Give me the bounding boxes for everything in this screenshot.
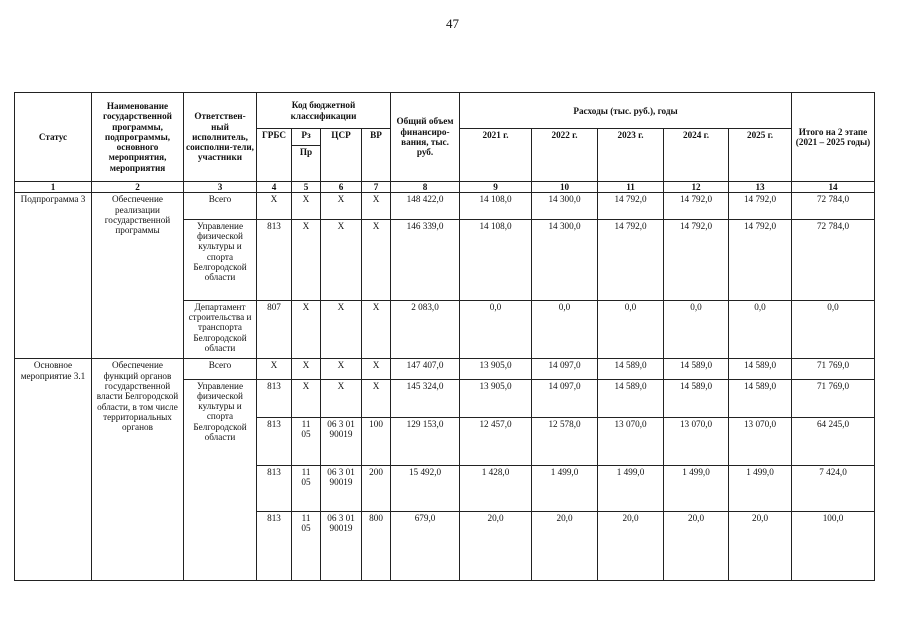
pr-value: 05 <box>301 429 311 440</box>
rzpr-cell: X <box>292 379 321 417</box>
rzpr-cell <box>292 465 321 512</box>
rzpr-cell: X <box>292 359 321 379</box>
grbs-cell: 813 <box>257 418 292 466</box>
header-row-1 <box>15 93 875 129</box>
table-row <box>15 193 875 219</box>
year-2021-cell: 13 905,0 <box>460 359 532 379</box>
csr-cell: X <box>321 300 362 359</box>
header-executor: Ответствен-ный исполнитель, соисполни-тели, участники <box>184 93 257 182</box>
header-year-2025: 2025 г. <box>729 129 792 182</box>
header-expenses: Расходы (тыс. руб.), годы <box>460 93 792 129</box>
sum-cell: 72 784,0 <box>792 219 875 300</box>
vr-cell: X <box>362 193 391 219</box>
sum-cell: 0,0 <box>792 300 875 359</box>
rzpr-cell <box>292 418 321 466</box>
year-2023-cell: 20,0 <box>598 512 664 581</box>
total-cell: 2 083,0 <box>391 300 460 359</box>
header-total-stage: Итого на 2 этапе (2021 – 2025 годы) <box>792 93 875 182</box>
year-2023-cell: 0,0 <box>598 300 664 359</box>
grbs-cell: 813 <box>257 512 292 581</box>
total-cell: 15 492,0 <box>391 465 460 512</box>
year-2021-cell: 12 457,0 <box>460 418 532 466</box>
column-number: 9 <box>460 182 532 193</box>
vr-cell: 100 <box>362 418 391 466</box>
rzpr-cell: X <box>292 193 321 219</box>
header-status: Статус <box>15 93 92 182</box>
column-number: 13 <box>729 182 792 193</box>
column-number: 12 <box>664 182 729 193</box>
sum-cell: 72 784,0 <box>792 193 875 219</box>
status-cell: Подпрограмма 3 <box>15 193 92 359</box>
csr-part: 90019 <box>329 429 353 440</box>
sum-cell: 64 245,0 <box>792 418 875 466</box>
header-year-2024: 2024 г. <box>664 129 729 182</box>
name-cell: Обеспечение функций органов государственной власти Белгородской области, в том числе территориальных органов <box>92 359 184 581</box>
year-2021-cell: 13 905,0 <box>460 379 532 417</box>
sum-cell: 7 424,0 <box>792 465 875 512</box>
header-year-2022: 2022 г. <box>532 129 598 182</box>
csr-part: 06 3 01 <box>327 466 355 477</box>
year-2025-cell: 20,0 <box>729 512 792 581</box>
sum-cell: 71 769,0 <box>792 359 875 379</box>
executor-cell: Всего <box>184 359 257 379</box>
total-cell: 147 407,0 <box>391 359 460 379</box>
executor-cell: Всего <box>184 193 257 219</box>
grbs-cell: X <box>257 359 292 379</box>
column-number: 10 <box>532 182 598 193</box>
rzpr-cell: X <box>292 300 321 359</box>
year-2024-cell: 20,0 <box>664 512 729 581</box>
header-vr: ВР <box>362 129 391 182</box>
year-2022-cell: 1 499,0 <box>532 465 598 512</box>
total-cell: 145 324,0 <box>391 379 460 417</box>
vr-cell: 800 <box>362 512 391 581</box>
rz-value: 11 <box>301 466 311 477</box>
year-2021-cell: 14 108,0 <box>460 219 532 300</box>
rzpr-cell <box>292 512 321 581</box>
vr-cell: X <box>362 300 391 359</box>
year-2021-cell: 1 428,0 <box>460 465 532 512</box>
column-number: 11 <box>598 182 664 193</box>
pr-value: 05 <box>301 476 311 487</box>
year-2024-cell: 14 792,0 <box>664 193 729 219</box>
year-2025-cell: 14 589,0 <box>729 359 792 379</box>
csr-cell: X <box>321 379 362 417</box>
year-2021-cell: 20,0 <box>460 512 532 581</box>
csr-part: 90019 <box>329 523 353 534</box>
year-2024-cell: 14 792,0 <box>664 219 729 300</box>
vr-cell: X <box>362 359 391 379</box>
column-number: 4 <box>257 182 292 193</box>
column-number: 6 <box>321 182 362 193</box>
status-cell: Основное мероприятие 3.1 <box>15 359 92 581</box>
total-cell: 679,0 <box>391 512 460 581</box>
csr-cell: X <box>321 193 362 219</box>
year-2025-cell: 14 792,0 <box>729 219 792 300</box>
rz-value: 11 <box>301 419 311 430</box>
name-cell: Обеспечение реализации государственной программы <box>92 193 184 359</box>
header-pr: Пр <box>292 145 321 181</box>
header-rz: Рз <box>292 129 321 145</box>
year-2022-cell: 14 300,0 <box>532 193 598 219</box>
column-number: 8 <box>391 182 460 193</box>
csr-cell <box>321 512 362 581</box>
csr-cell <box>321 418 362 466</box>
total-cell: 129 153,0 <box>391 418 460 466</box>
year-2023-cell: 14 792,0 <box>598 193 664 219</box>
year-2023-cell: 1 499,0 <box>598 465 664 512</box>
year-2023-cell: 14 589,0 <box>598 379 664 417</box>
vr-cell: X <box>362 379 391 417</box>
csr-part: 90019 <box>329 476 353 487</box>
year-2022-cell: 14 300,0 <box>532 219 598 300</box>
csr-cell: X <box>321 359 362 379</box>
csr-part: 06 3 01 <box>327 419 355 430</box>
header-year-2021: 2021 г. <box>460 129 532 182</box>
header-csr: ЦСР <box>321 129 362 182</box>
year-2022-cell: 0,0 <box>532 300 598 359</box>
header-grbs: ГРБС <box>257 129 292 182</box>
grbs-cell: 813 <box>257 219 292 300</box>
page-number: 47 <box>446 16 459 31</box>
column-number: 14 <box>792 182 875 193</box>
budget-table <box>14 92 875 581</box>
year-2024-cell: 14 589,0 <box>664 359 729 379</box>
year-2025-cell: 13 070,0 <box>729 418 792 466</box>
total-cell: 146 339,0 <box>391 219 460 300</box>
sum-cell: 71 769,0 <box>792 379 875 417</box>
header-total-financing: Общий объем финансиро-вания, тыс. руб. <box>391 93 460 182</box>
year-2025-cell: 0,0 <box>729 300 792 359</box>
csr-cell <box>321 465 362 512</box>
year-2023-cell: 13 070,0 <box>598 418 664 466</box>
executor-cell: Управление физической культуры и спорта Белгородской области <box>184 379 257 580</box>
csr-part: 06 3 01 <box>327 513 355 524</box>
year-2021-cell: 14 108,0 <box>460 193 532 219</box>
executor-cell: Управление физической культуры и спорта Белгородской области <box>184 219 257 300</box>
sum-cell: 100,0 <box>792 512 875 581</box>
executor-cell: Департамент строительства и транспорта Белгородской области <box>184 300 257 359</box>
year-2024-cell: 1 499,0 <box>664 465 729 512</box>
year-2022-cell: 12 578,0 <box>532 418 598 466</box>
header-year-2023: 2023 г. <box>598 129 664 182</box>
year-2022-cell: 14 097,0 <box>532 379 598 417</box>
year-2023-cell: 14 589,0 <box>598 359 664 379</box>
year-2021-cell: 0,0 <box>460 300 532 359</box>
rzpr-cell: X <box>292 219 321 300</box>
year-2024-cell: 14 589,0 <box>664 379 729 417</box>
csr-cell: X <box>321 219 362 300</box>
header-name: Наименование государственной программы, подпрограммы, основного мероприятия, мероприятия <box>92 93 184 182</box>
year-2024-cell: 0,0 <box>664 300 729 359</box>
year-2022-cell: 14 097,0 <box>532 359 598 379</box>
table-row <box>15 359 875 379</box>
column-number: 7 <box>362 182 391 193</box>
year-2025-cell: 1 499,0 <box>729 465 792 512</box>
total-cell: 148 422,0 <box>391 193 460 219</box>
year-2024-cell: 13 070,0 <box>664 418 729 466</box>
vr-cell: X <box>362 219 391 300</box>
pr-value: 05 <box>301 523 311 534</box>
grbs-cell: X <box>257 193 292 219</box>
year-2022-cell: 20,0 <box>532 512 598 581</box>
grbs-cell: 807 <box>257 300 292 359</box>
year-2025-cell: 14 589,0 <box>729 379 792 417</box>
year-2025-cell: 14 792,0 <box>729 193 792 219</box>
column-number: 3 <box>184 182 257 193</box>
column-number: 2 <box>92 182 184 193</box>
rz-value: 11 <box>301 513 311 524</box>
year-2023-cell: 14 792,0 <box>598 219 664 300</box>
column-number: 5 <box>292 182 321 193</box>
grbs-cell: 813 <box>257 379 292 417</box>
column-numbers-row <box>15 182 875 193</box>
header-budget-code: Код бюджетной классификации <box>257 93 391 129</box>
vr-cell: 200 <box>362 465 391 512</box>
grbs-cell: 813 <box>257 465 292 512</box>
column-number: 1 <box>15 182 92 193</box>
